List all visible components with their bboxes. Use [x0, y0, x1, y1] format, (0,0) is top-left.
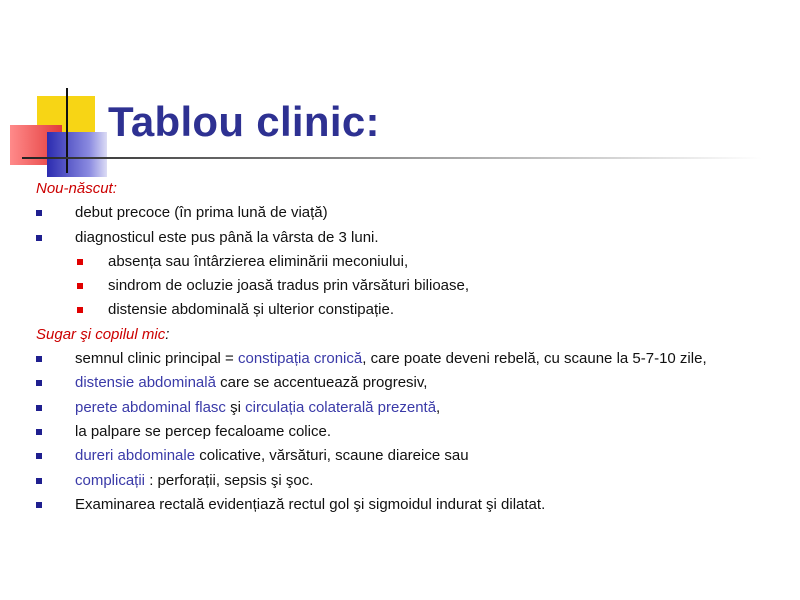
item-text: diagnosticul este pus până la vârsta de 3 luni.: [75, 228, 379, 246]
bullet-square-icon: [36, 356, 42, 362]
item-text: debut precoce (în prima lună de viață): [75, 204, 328, 222]
list-item: [0, 493, 800, 517]
bullet-square-red-icon: [77, 283, 83, 289]
bullet-square-icon: [36, 210, 42, 216]
highlighted-term: circulația colaterală prezentă: [245, 398, 437, 416]
item-text: Examinarea rectală evidențiază rectul gol şi sigmoidul indurat şi dilatat.: [75, 495, 546, 513]
highlighted-term: constipația cronică: [238, 350, 363, 368]
item-text: care se accentuează progresiv,: [215, 374, 428, 392]
slide-content: [0, 177, 800, 517]
list-item: [0, 396, 800, 420]
sub-list-item: [0, 298, 800, 322]
bullet-square-icon: [36, 235, 42, 241]
section-heading-colon: :: [165, 325, 170, 343]
title-underline: [22, 157, 762, 159]
item-text: la palpare se percep fecaloame colice.: [75, 422, 331, 440]
highlighted-term: perete abdominal flasc: [75, 398, 226, 416]
item-text: colicative, vărsături, scaune diareice sau: [195, 447, 469, 465]
section-heading-text: Sugar şi copilul mic: [36, 325, 166, 343]
list-item: [0, 226, 800, 250]
list-item: [0, 444, 800, 468]
list-item: [0, 371, 800, 395]
section-heading-text: Nou-născut:: [36, 180, 117, 197]
highlighted-term: distensie abdominală: [75, 374, 216, 392]
bullet-square-icon: [36, 380, 42, 386]
item-text: ,: [436, 398, 441, 416]
bullet-square-red-icon: [77, 307, 83, 313]
slide-title: Tablou clinic:: [108, 98, 380, 145]
logo-blue-square: [47, 132, 107, 177]
bullet-square-icon: [36, 478, 42, 484]
sub-list-item: [0, 250, 800, 274]
list-item: [0, 201, 800, 225]
list-item: [0, 469, 800, 493]
sub-item-text: distensie abdominală și ulterior constipație.: [108, 301, 394, 319]
bullet-square-icon: [36, 429, 42, 435]
list-item: [0, 347, 800, 371]
highlighted-term: dureri abdominale: [75, 447, 196, 465]
item-text: , care poate deveni rebelă, cu scaune la 5-7-10 zile,: [362, 350, 707, 368]
highlighted-term: complicații: [75, 471, 146, 489]
item-text: semnul clinic principal =: [75, 350, 238, 368]
bullet-square-icon: [36, 453, 42, 459]
sub-item-text: sindrom de ocluzie joasă tradus prin vărsături bilioase,: [108, 277, 470, 295]
bullet-square-icon: [36, 502, 42, 508]
bullet-square-red-icon: [77, 259, 83, 265]
logo-vertical-line: [66, 88, 68, 173]
section-heading: [0, 177, 800, 201]
list-item: [0, 420, 800, 444]
item-text: : perforații, sepsis şi şoc.: [145, 471, 314, 489]
item-text: şi: [225, 398, 246, 416]
sub-item-text: absența sau întârzierea eliminării meconiului,: [108, 252, 409, 270]
section-heading: [0, 323, 800, 347]
sub-list-item: [0, 274, 800, 298]
bullet-square-icon: [36, 405, 42, 411]
